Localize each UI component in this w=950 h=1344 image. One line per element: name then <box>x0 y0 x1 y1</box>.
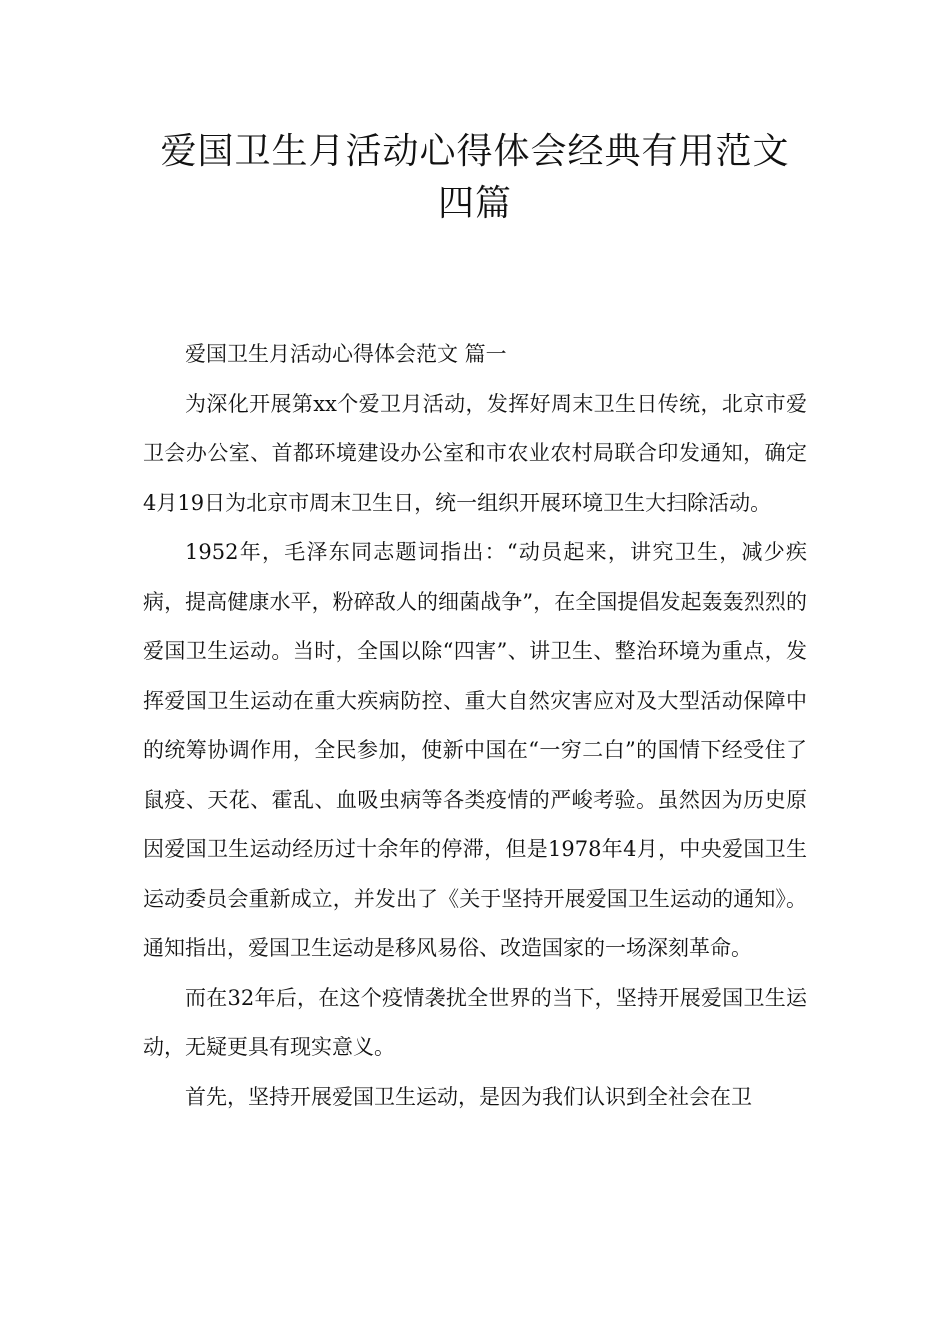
document-title-line-2: 四篇 <box>437 183 512 224</box>
document-body <box>143 330 807 1122</box>
paragraph-4: 首先，坚持开展爱国卫生运动，是因为我们认识到全社会在卫 <box>185 1084 752 1109</box>
paragraph-1: 为深化开展第xx个爱卫月活动，发挥好周末卫生日传统，北京市爱卫会办公室、首都环境建设办公室和市农业农村局联合印发通知，确定4月19日为北京市周末卫生日，统一组织开展环境卫生大扫除活动。 <box>143 391 807 515</box>
paragraph-3: 而在32年后，在这个疫情袭扰全世界的当下，坚持开展爱国卫生运动，无疑更具有现实意义。 <box>143 985 807 1059</box>
document-title <box>120 126 830 230</box>
document-title-line-1: 爱国卫生月活动心得体会经典有用范文 <box>160 131 790 172</box>
section-heading: 爱国卫生月活动心得体会范文 篇一 <box>185 342 507 366</box>
paragraph-2: 1952年，毛泽东同志题词指出：“动员起来，讲究卫生，减少疾病，提高健康水平，粉碎敌人的细菌战争”，在全国提倡发起轰轰烈烈的爱国卫生运动。当时，全国以除“四害”、讲卫生、整治环境为重点，发挥爱国卫生运动在重大疾病防控、重大自然灾害应对及大型活动保障中的统筹协调作用，全民参加，使新中国在“一穷二白”的国情下经受住了鼠疫、天花、霍乱、血吸虫病等各类疫情的严峻考验。虽然因为历史原因爱国卫生运动经历过十余年的停滞，但是1978年4月，中央爱国卫生运动委员会重新成立，并发出了《关于坚持开展爱国卫生运动的通知》。通知指出，爱国卫生运动是移风易俗、改造国家的一场深刻革命。 <box>143 540 807 960</box>
